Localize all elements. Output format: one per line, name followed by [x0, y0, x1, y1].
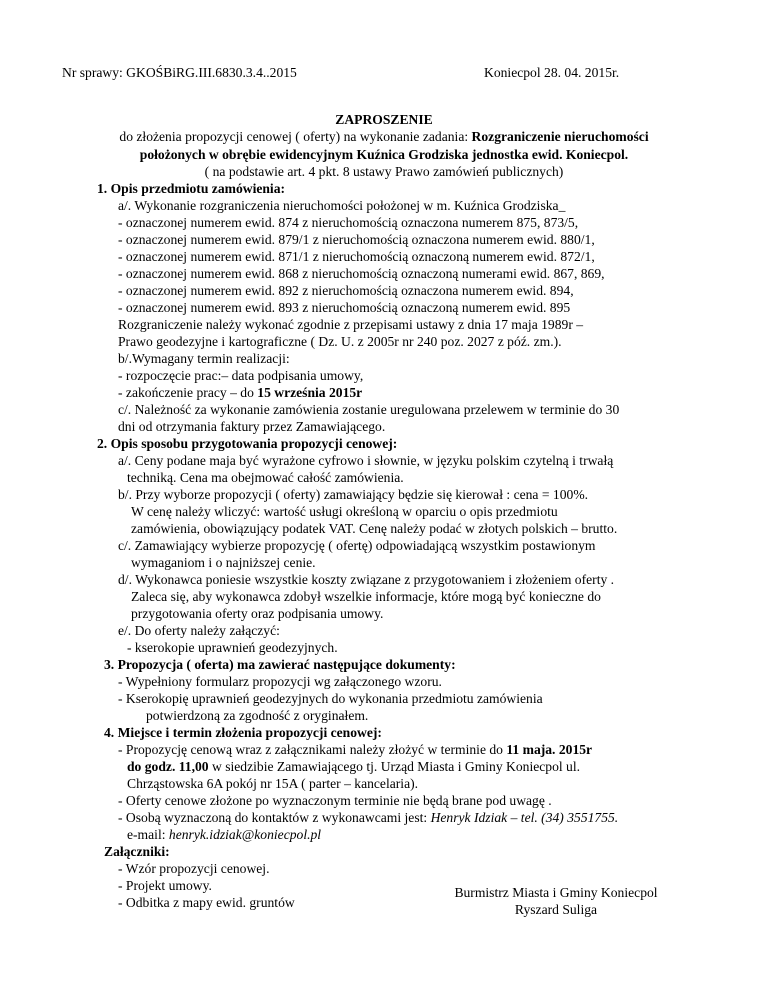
attachment-item: - Odbitka z mapy ewid. gruntów [118, 895, 295, 910]
case-number: Nr sprawy: GKOŚBiRG.III.6830.3.4..2015 [62, 65, 297, 80]
section-2-line: - kserokopie uprawnień geodezyjnych. [127, 640, 338, 655]
section-1-line: - oznaczonej numerem ewid. 879/1 z nieruchomością oznaczona numerem ewid. 880/1, [118, 232, 595, 247]
section-2-line: przygotowania oferty oraz podpisania umowy. [131, 606, 384, 621]
section-1-line: - oznaczonej numerem ewid. 874 z nieruchomością oznaczona numerem 875, 873/5, [118, 215, 579, 230]
completion-deadline [118, 384, 362, 401]
section-2-line: Zaleca się, aby wykonawca zdobył wszelkie informacje, które mogą być konieczne do [131, 589, 601, 604]
section-3-line: potwierdzoną za zgodność z oryginałem. [146, 708, 369, 723]
section-1-line: dni od otrzymania faktury przez Zamawiającego. [118, 419, 386, 434]
contact-person: Henryk Idziak – tel. (34) 3551755. [430, 810, 619, 825]
completion-date: 15 września 2015r [257, 385, 363, 400]
section-1-line: - oznaczonej numerem ewid. 893 z nieruchomością oznaczoną numerem ewid. 895 [118, 300, 571, 315]
submission-time: do godz. 11,00 [127, 759, 209, 774]
section-1-line: Prawo geodezyjne i kartograficzne ( Dz. U. z 2005r nr 240 poz. 2027 z póź. zm.). [118, 334, 562, 349]
section-4-heading: 4. Miejsce i termin złożenia propozycji cenowej: [104, 725, 382, 740]
submission-deadline-prefix: - Propozycję cenową wraz z załącznikami należy złożyć w terminie do [118, 742, 507, 757]
section-1-heading: 1. Opis przedmiotu zamówienia: [97, 181, 286, 196]
contact-prefix: - Osobą wyznaczoną do kontaktów z wykonawcami jest: [118, 810, 431, 825]
office-address: Chrząstowska 6A pokój nr 15A ( parter – kancelaria). [127, 776, 419, 791]
document-heading: ZAPROSZENIE [335, 112, 433, 127]
signature-name: Ryszard Suliga [514, 902, 598, 917]
contact-email-line [127, 826, 321, 843]
section-2-line: W cenę należy wliczyć: wartość usługi określoną w oparciu o opis przedmiotu [131, 504, 558, 519]
attachment-item: - Wzór propozycji cenowej. [118, 861, 270, 876]
title-line-3: ( na podstawie art. 4 pkt. 8 ustawy Prawo zamówień publicznych) [204, 164, 564, 179]
section-3-line: - Wypełniony formularz propozycji wg załączonego wzoru. [118, 674, 442, 689]
section-1-line: b/.Wymagany termin realizacji: [118, 351, 290, 366]
title-line-1-prefix: do złożenia propozycji cenowej ( oferty) na wykonanie zadania: [119, 129, 472, 144]
submission-date: 11 maja. 2015r [506, 742, 593, 757]
signature-title: Burmistrz Miasta i Gminy Koniecpol [454, 885, 658, 900]
section-2-line: wymaganiom i o najniższej cenie. [131, 555, 316, 570]
attachments-heading: Załączniki: [104, 844, 170, 859]
section-1-line: c/. Należność za wykonanie zamówienia zostanie uregulowana przelewem w terminie do 30 [118, 402, 620, 417]
section-1-line: a/. Wykonanie rozgraniczenia nieruchomości położonej w m. Kuźnica Grodziska_ [118, 198, 566, 213]
title-line-2: położonych w obrębie ewidencyjnym Kuźnica Grodziska jednostka ewid. Koniecpol. [139, 147, 629, 162]
submission-place-text: w siedzibie Zamawiającego tj. Urząd Miasta i Gminy Koniecpol ul. [208, 759, 581, 774]
section-2-line: techniką. Cena ma obejmować całość zamówienia. [127, 470, 404, 485]
section-2-line: d/. Wykonawca poniesie wszystkie koszty związane z przygotowaniem i złożeniem oferty . [118, 572, 615, 587]
section-1-line: - oznaczonej numerem ewid. 868 z nieruchomością oznaczoną numerami ewid. 867, 869, [118, 266, 605, 281]
contact-person-line [118, 809, 618, 826]
section-1-line: - oznaczonej numerem ewid. 892 z nieruchomością oznaczona numerem ewid. 894, [118, 283, 574, 298]
email-label: e-mail: [127, 827, 169, 842]
section-3-heading: 3. Propozycja ( oferta) ma zawierać następujące dokumenty: [104, 657, 456, 672]
place-date: Koniecpol 28. 04. 2015r. [484, 65, 620, 80]
submission-place [127, 758, 580, 775]
completion-deadline-prefix: - zakończenie pracy – do [118, 385, 258, 400]
title-line-1 [0, 128, 768, 145]
section-2-heading: 2. Opis sposobu przygotowania propozycji cenowej: [97, 436, 398, 451]
section-1-line: Rozgraniczenie należy wykonać zgodnie z przepisami ustawy z dnia 17 maja 1989r – [118, 317, 584, 332]
section-2-line: c/. Zamawiający wybierze propozycję ( ofertę) odpowiadającą wszystkim postawionym [118, 538, 596, 553]
submission-deadline [118, 741, 592, 758]
task-name: Rozgraniczenie nieruchomości [471, 129, 649, 144]
attachment-item: - Projekt umowy. [118, 878, 212, 893]
section-1-line: - oznaczonej numerem ewid. 871/1 z nieruchomością oznaczoną numerem ewid. 872/1, [118, 249, 595, 264]
section-1-line: - rozpoczęcie prac:– data podpisania umowy, [118, 368, 364, 383]
late-offers-note: - Oferty cenowe złożone po wyznaczonym terminie nie będą brane pod uwagę . [118, 793, 552, 808]
section-2-line: b/. Przy wyborze propozycji ( oferty) zamawiający będzie się kierował : cena = 100%. [118, 487, 589, 502]
contact-email: henryk.idziak@koniecpol.pl [168, 827, 322, 842]
section-2-line: a/. Ceny podane maja być wyrażone cyfrowo i słownie, w języku polskim czytelną i trwałą [118, 453, 614, 468]
section-2-line: e/. Do oferty należy załączyć: [118, 623, 280, 638]
section-3-line: - Kserokopię uprawnień geodezyjnych do wykonania przedmiotu zamówienia [118, 691, 543, 706]
section-2-line: zamówienia, obowiązujący podatek VAT. Cenę należy podać w złotych polskich – brutto. [131, 521, 618, 536]
